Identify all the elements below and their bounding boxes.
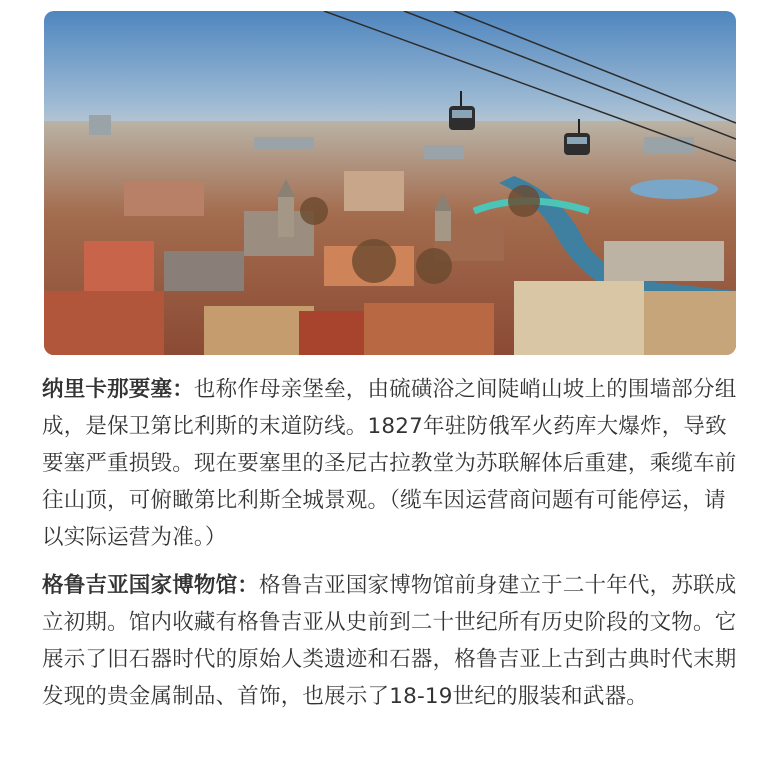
section-body: 也称作母亲堡垒，由硫磺浴之间陡峭山坡上的围墙部分组成，是保卫第比利斯的末道防线。1827年驻防俄军火药库大爆炸，导致要塞严重损毁。现在要塞里的圣尼古拉教堂为苏联解体后重建，乘缆车前往山顶，可俯瞰第比利斯全城景观。（缆车因运营商问题有可能停运，请以实际运营为准。）: [42, 377, 737, 550]
tbilisi-cable-car-illustration: [44, 11, 736, 355]
city-photo: [44, 11, 736, 355]
national-museum-section: [42, 567, 742, 715]
section-body: 格鲁吉亚国家博物馆前身建立于二十年代，苏联成立初期。馆内收藏有格鲁吉亚从史前到二十世纪所有历史阶段的文物。它展示了旧石器时代的原始人类遗迹和石器，格鲁吉亚上古到古典时代末期发现的贵金属制品、首饰，也展示了18-19世纪的服装和武器。: [42, 573, 737, 709]
narikala-fortress-section: [42, 371, 742, 556]
section-title: 纳里卡那要塞：: [42, 377, 194, 402]
section-title: 格鲁吉亚国家博物馆：: [42, 573, 260, 598]
